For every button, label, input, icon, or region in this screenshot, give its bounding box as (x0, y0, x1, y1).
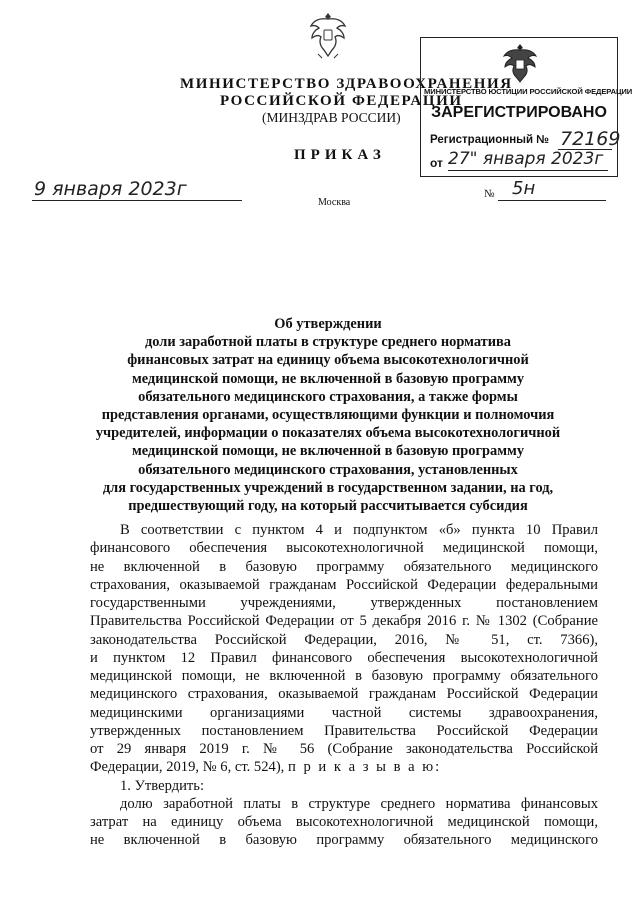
title-line: медицинской помощи, не включенной в базовую программу (131, 370, 525, 387)
body-line: государственными учреждениями, утвержденных постановлением (90, 595, 598, 611)
number-underline (498, 200, 606, 201)
title-line: предшествующий году, на который рассчитывается субсидия (128, 498, 528, 515)
order-date: 9 января 2023г (34, 178, 187, 200)
body-line: от 29 января 2019 г. № 56 (Собрание законодательства Российской (90, 741, 598, 757)
body-line: затрат на единицу объема высокотехнологичной медицинской помощи, (90, 814, 598, 830)
stamp-date: 27" января 2023г (448, 149, 604, 169)
body-line: В соответствии с пунктом 4 и подпунктом «б» пункта 10 Правил (120, 522, 598, 538)
body-line: финансового обеспечения высокотехнологичной медицинской помощи, (90, 540, 598, 557)
body-line: медицинского страхования, оказываемой гражданам Российской Федерации (90, 686, 598, 703)
body-line: не включенной в базовую программу обязательного медицинского (90, 558, 598, 575)
coat-of-arms-emblem (306, 10, 350, 62)
body-line: медицинской помощи, не включенной в базовую программу обязательного (90, 668, 598, 684)
ministry-short-name: (МИНЗДРАВ РОССИИ) (262, 110, 401, 125)
ministry-name-line2: РОССИЙСКОЙ ФЕДЕРАЦИИ (220, 93, 463, 109)
title-line: представления органами, осуществляющими функции и полномочия (101, 407, 555, 424)
title-line: медицинской помощи, не включенной в базовую программу (131, 443, 525, 460)
body-line: и пунктом 12 Правил финансового обеспечения высокотехнологичной (90, 649, 598, 666)
body-line: 1. Утвердить: (120, 777, 205, 794)
stamp-date-label: от (430, 156, 443, 170)
ministry-name-line1: МИНИСТЕРСТВО ЗДРАВООХРАНЕНИЯ (180, 76, 513, 92)
body-line: долю заработной платы в структуре среднего норматива финансовых (120, 795, 598, 812)
stamp-registered-label: ЗАРЕГИСТРИРОВАНО (431, 104, 607, 121)
stamp-date-underline (448, 170, 608, 171)
body-line: утвержденных постановлением Правительства Российской Федерации (90, 722, 598, 739)
title-line: учредителей, информации о показателях объема высокотехнологичной (95, 425, 561, 442)
title-line: финансовых затрат на единицу объема высокотехнологичной (127, 352, 529, 369)
title-line: доли заработной платы в структуре среднего норматива (145, 334, 511, 351)
body-line: законодательства Российской Федерации, 2016, № 51, ст. 7366), (90, 631, 598, 648)
stamp-reg-number: 72169 (560, 128, 621, 150)
body-line: не включенной в базовую программу обязательного медицинского (90, 832, 598, 849)
order-title (80, 315, 576, 515)
stamp-ministry: МИНИСТЕРСТВО ЮСТИЦИИ РОССИЙСКОЙ ФЕДЕРАЦИИ (424, 87, 633, 96)
body-line (90, 758, 598, 776)
title-line: для государственных учреждений в государственном задании, на год, (102, 479, 554, 496)
order-body (90, 521, 598, 850)
date-underline (32, 200, 242, 201)
document-type: ПРИКАЗ (294, 147, 386, 163)
body-line: страхования, оказываемой гражданам Российской Федерации федеральными (90, 576, 598, 593)
body-line-text: Федерации, 2019, № 6, ст. 524), (90, 759, 285, 776)
order-number-label: № (484, 188, 495, 200)
order-number: 5н (512, 178, 536, 199)
body-line: Правительства Российской Федерации от 5 декабря 2016 г. № 1302 (Собрание (90, 613, 598, 630)
title-line: обязательного медицинского страхования, установленных (138, 461, 518, 478)
stamp-reg-number-label: Регистрационный № (430, 134, 550, 146)
body-line: медицинскими организациями частной системы здравоохранения, (90, 704, 598, 721)
title-line: обязательного медицинского страхования, а также формы (138, 388, 518, 405)
title-line: Об утверждении (274, 316, 382, 332)
stamp-emblem-icon (500, 42, 540, 86)
city: Москва (318, 197, 351, 208)
body-line-order-word: п р и к а з ы в а ю: (287, 759, 442, 776)
